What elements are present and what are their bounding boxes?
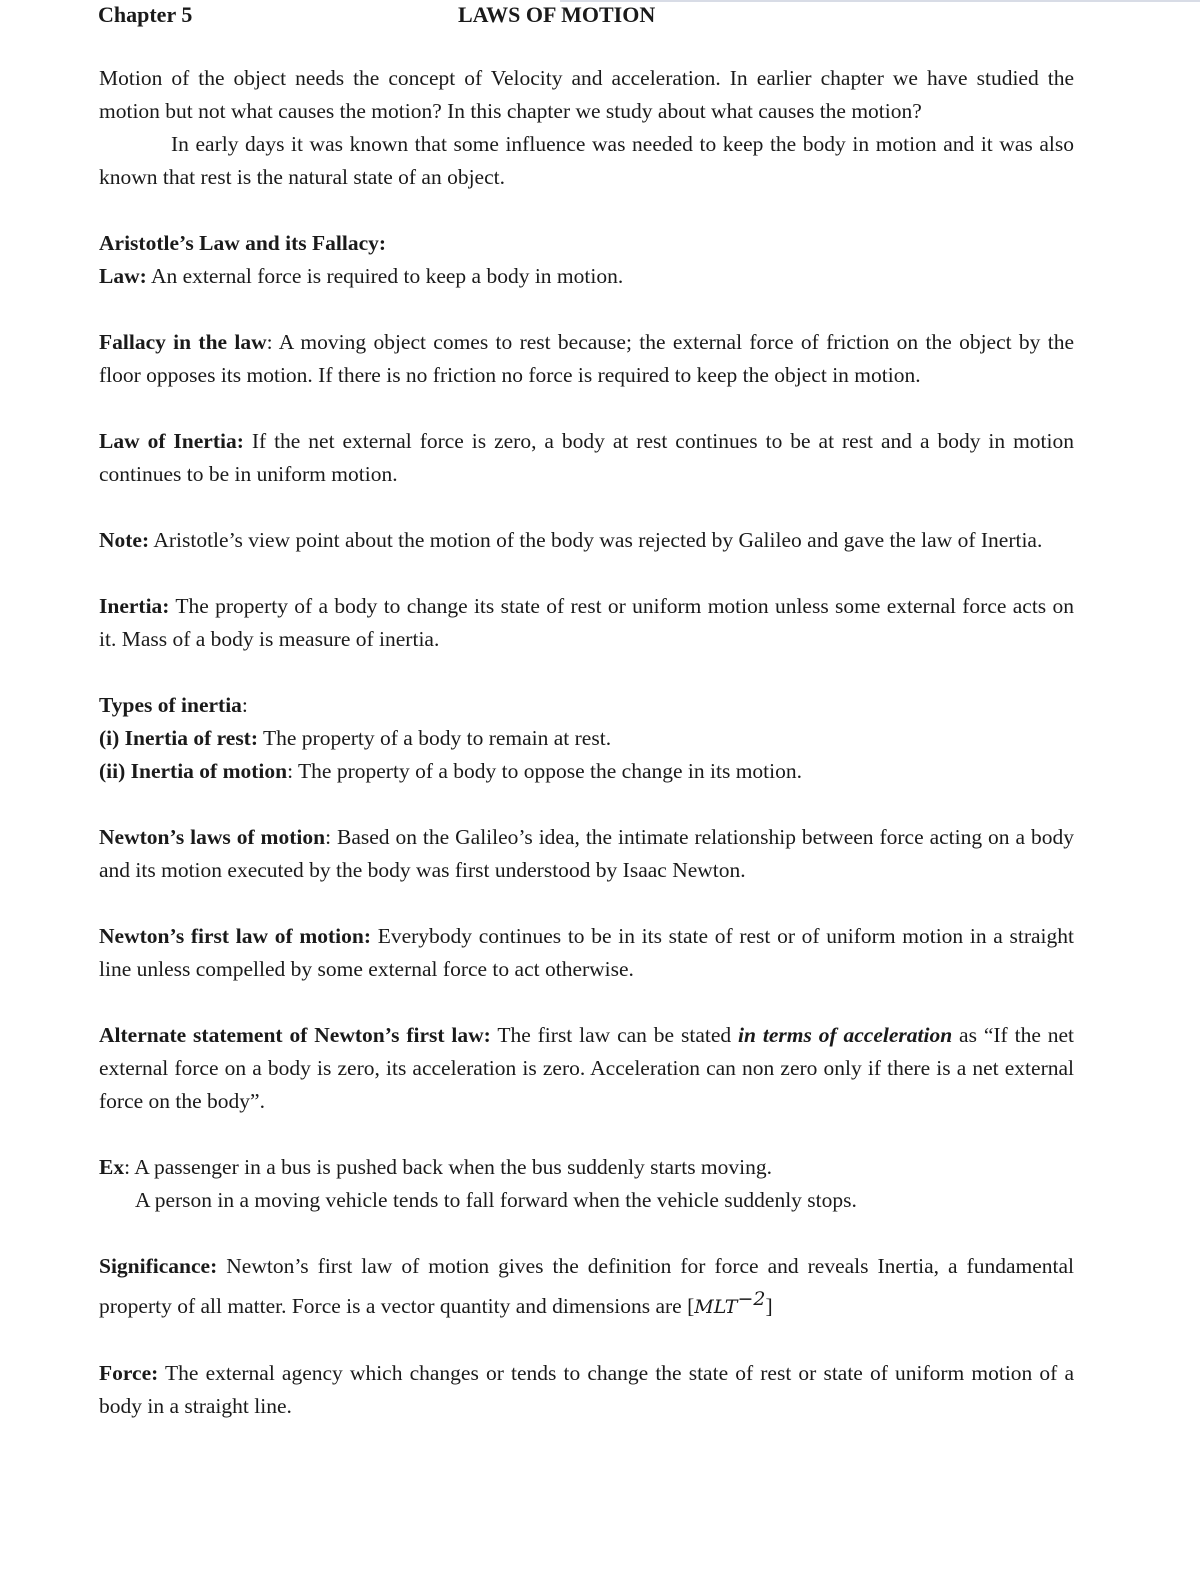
alternate-text-2: as “If the net external force on a body is zero, its acceleration is zero. Acceleration can non zero only if there is a net external force on the body”. <box>99 1023 1075 1113</box>
inertia-of-motion-text: : The property of a body to oppose the change in its motion. <box>287 759 803 783</box>
fallacy-text: : A moving object comes to rest because; the external force of friction on the object by the floor opposes its motion. If there is no friction no force is required to keep the object in motion. <box>99 330 1074 387</box>
note-label: Note: <box>99 528 150 552</box>
intro-paragraph-1: Motion of the object needs the concept of Velocity and acceleration. In earlier chapter we have studied the motion but not what causes the motion? In this chapter we study about what causes the motion? <box>99 66 1074 123</box>
inertia-label: Inertia: <box>99 594 170 618</box>
force-text: The external agency which changes or tends to change the state of rest or state of uniform motion of a body in a straight line. <box>99 1361 1074 1419</box>
fallacy-paragraph <box>99 326 1074 392</box>
newtons-laws-paragraph <box>99 821 1074 887</box>
formula-exponent: −2 <box>737 1288 766 1310</box>
significance-text: Newton’s first law of motion gives the definition for force and reveals Inertia, a fundamental property of all matter. Force is a vector quantity and dimensions are <box>99 1254 1074 1319</box>
example-line-1 <box>99 1151 1074 1184</box>
page-header <box>98 0 1078 30</box>
law-of-inertia-text: If the net external force is zero, a body at rest continues to be at rest and a body in motion continues to be in uniform motion. <box>99 429 1074 486</box>
first-law-label: Newton’s first law of motion: <box>99 924 371 948</box>
types-label: Types of inertia <box>99 693 242 717</box>
significance-label: Significance: <box>99 1254 218 1278</box>
alternate-emphasis: in terms of acceleration <box>738 1023 953 1047</box>
document-body <box>99 62 1074 1423</box>
types-heading <box>99 689 1074 722</box>
inertia-of-rest <box>99 722 1074 755</box>
newtons-laws-label: Newton’s laws of motion <box>99 825 326 849</box>
significance-paragraph <box>99 1250 1074 1324</box>
fallacy-label: Fallacy in the law <box>99 330 267 354</box>
inertia-of-motion-label: (ii) Inertia of motion <box>99 759 288 783</box>
first-law-paragraph <box>99 920 1074 986</box>
inertia-of-rest-text: The property of a body to remain at rest. <box>258 726 612 750</box>
force-paragraph <box>99 1357 1074 1423</box>
law-label: Law: <box>99 264 147 288</box>
alternate-text-1: The first law can be stated <box>490 1023 739 1047</box>
example-text-1: : A passenger in a bus is pushed back when the bus suddenly starts moving. <box>124 1155 773 1179</box>
inertia-paragraph <box>99 590 1074 656</box>
example-section <box>99 1151 1074 1217</box>
dimension-formula <box>687 1288 773 1319</box>
formula-open-bracket: [ <box>687 1294 695 1319</box>
intro-paragraph-2: In early days it was known that some influence was needed to keep the body in motion and it was also known that rest is the natural state of an object. <box>99 132 1074 189</box>
law-of-inertia-paragraph <box>99 425 1074 491</box>
newtons-laws-text: : Based on the Galileo’s idea, the intimate relationship between force acting on a body and its motion executed by the body was first understood by Isaac Newton. <box>99 825 1074 882</box>
formula-close-bracket: ] <box>765 1294 773 1319</box>
first-law-text: Everybody continues to be in its state of rest or of uniform motion in a straight line unless compelled by some external force to act otherwise. <box>99 924 1075 981</box>
aristotle-section <box>99 227 1074 293</box>
types-colon: : <box>241 693 248 717</box>
chapter-title: LAWS OF MOTION <box>458 2 656 27</box>
inertia-of-motion <box>99 755 1074 788</box>
note-text: Aristotle’s view point about the motion of the body was rejected by Galileo and gave the law of Inertia. <box>149 528 1043 552</box>
note-paragraph <box>99 524 1074 557</box>
force-label: Force: <box>99 1361 159 1386</box>
law-of-inertia-label: Law of Inertia: <box>99 429 244 453</box>
example-line-2: A person in a moving vehicle tends to fall forward when the vehicle suddenly stops. <box>135 1188 857 1212</box>
types-of-inertia-section <box>99 689 1074 788</box>
inertia-text: The property of a body to change its state of rest or uniform motion unless some external force acts on it. Mass of a body is measure of inertia. <box>99 594 1074 651</box>
aristotle-heading: Aristotle’s Law and its Fallacy: <box>99 231 387 255</box>
alternate-statement-paragraph <box>99 1019 1074 1118</box>
example-label: Ex <box>99 1155 125 1179</box>
alternate-label: Alternate statement of Newton’s first law: <box>99 1023 491 1047</box>
chapter-label: Chapter 5 <box>98 2 193 27</box>
law-text: An external force is required to keep a body in motion. <box>146 264 624 288</box>
inertia-of-rest-label: (i) Inertia of rest: <box>99 726 259 750</box>
formula-base: MLT <box>694 1296 738 1319</box>
aristotle-law <box>99 260 1074 293</box>
